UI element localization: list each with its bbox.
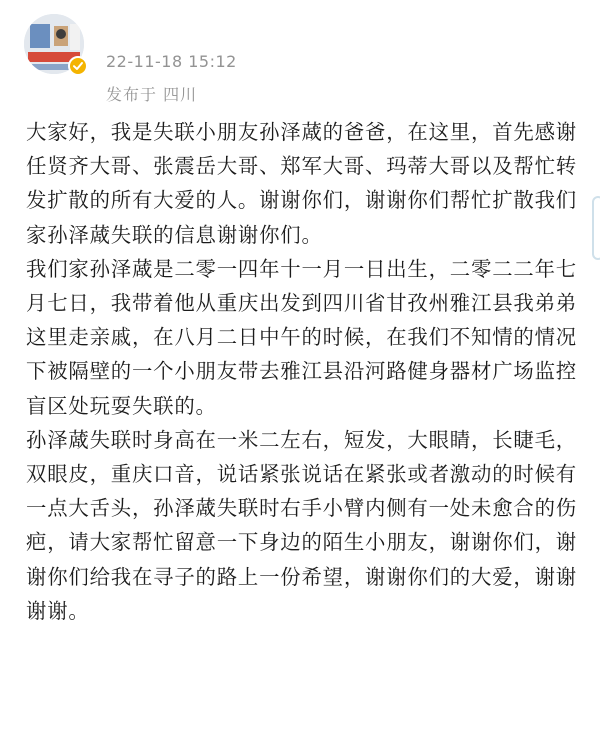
post-body	[26, 115, 586, 628]
post-paragraph: 大家好，我是失联小朋友孙泽蒧的爸爸，在这里，首先感谢任贤齐大哥、张震岳大哥、郑军大哥、玛蒂大哥以及帮忙转发扩散的所有大爱的人。谢谢你们，谢谢你们帮忙扩散我们家孙泽蒧失联的信息谢谢你们。	[26, 120, 577, 247]
edge-decoration	[592, 196, 600, 260]
verified-badge-icon	[68, 56, 88, 76]
post-paragraph: 我们家孙泽蒧是二零一四年十一月一日出生，二零二二年七月七日，我带着他从重庆出发到四川省甘孜州雅江县我弟弟这里走亲戚，在八月二日中午的时候，在我们不知情的情况下被隔壁的一个小朋友带去雅江县沿河路健身器材广场监控盲区处玩耍失联的。	[26, 256, 577, 418]
post-timestamp: 22-11-18 15:12	[106, 52, 237, 71]
post-location: 发布于 四川	[106, 85, 198, 104]
post-paragraph: 孙泽蒧失联时身高在一米二左右，短发，大眼睛，长睫毛，双眼皮，重庆口音，说话紧张说话在紧张或者激动的时候有一点大舌头，孙泽蒧失联时右手小臂内侧有一处未愈合的伤疤，请大家帮忙留意一下身边的陌生小朋友，谢谢你们，谢谢你们给我在寻子的路上一份希望，谢谢你们的大爱，谢谢谢谢。	[26, 427, 577, 623]
post-header	[0, 0, 600, 118]
